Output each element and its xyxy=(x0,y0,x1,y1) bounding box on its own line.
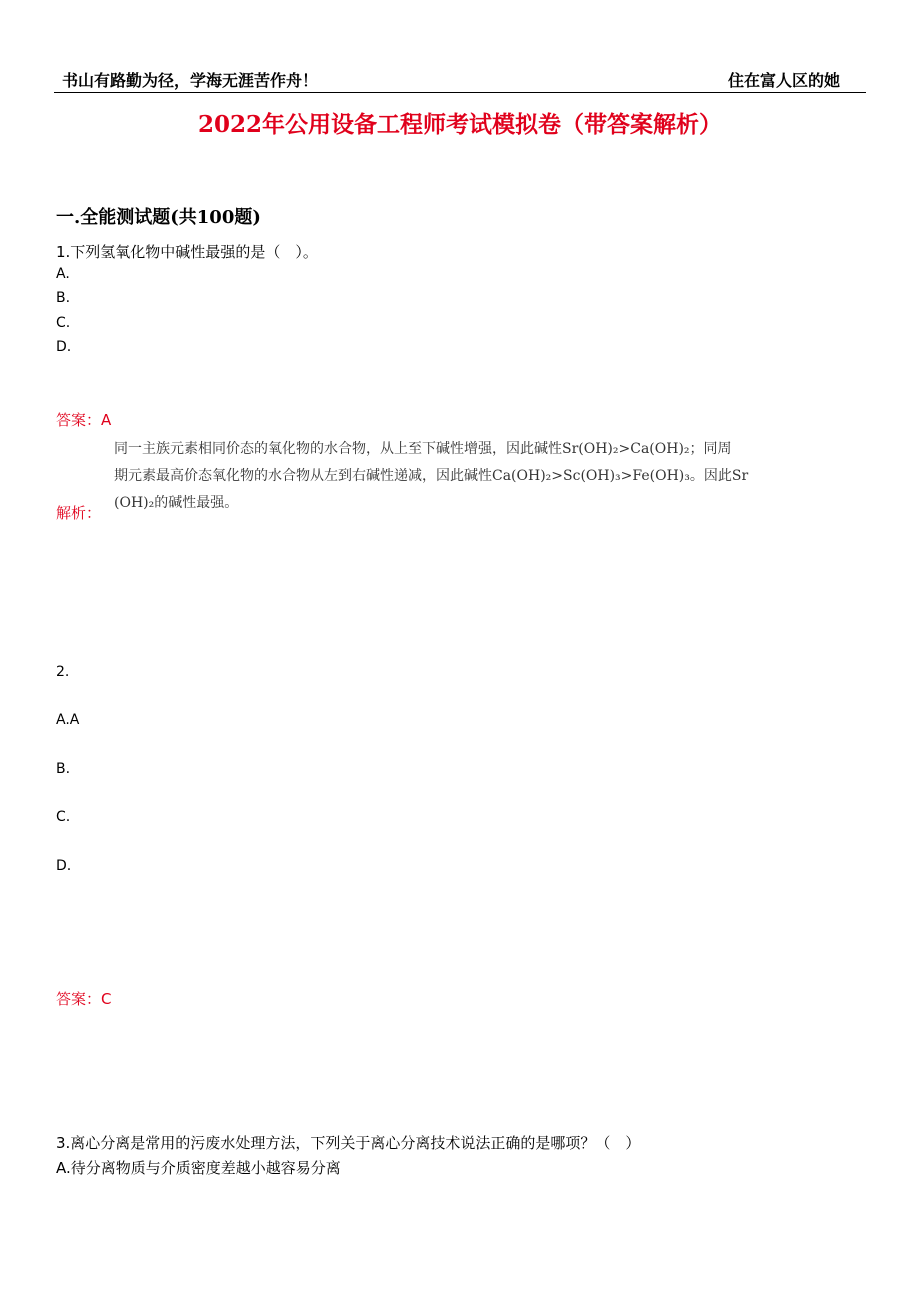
analysis-line-3: (OH)₂的碱性最强。 xyxy=(114,495,239,511)
option-d: D. xyxy=(56,339,72,355)
option-b: B. xyxy=(56,290,71,306)
section-title: 一.全能测试题(共100题) xyxy=(56,207,261,228)
analysis-line-2: 期元素最高价态氧化物的水合物从左到右碱性递减，因此碱性Ca(OH)₂>Sc(OH)₃>Fe(OH)₃。因此Sr xyxy=(114,468,749,484)
option-a: A. xyxy=(56,266,70,282)
question-stem: 2. xyxy=(56,664,70,680)
answer: 答案：A xyxy=(56,411,112,429)
option-a: A.A xyxy=(56,712,80,728)
header-right-motto: 住在富人区的她 xyxy=(727,71,840,90)
question-stem: 3.离心分离是常用的污废水处理方法，下列关于离心分离技术说法正确的是哪项？（ ） xyxy=(56,1134,641,1152)
option-c: C. xyxy=(56,315,71,331)
analysis-line-1: 同一主族元素相同价态的氧化物的水合物，从上至下碱性增强，因此碱性Sr(OH)₂>Ca(OH)₂；同周 xyxy=(114,441,732,457)
option-c: C. xyxy=(56,809,71,825)
option-b: B. xyxy=(56,761,71,777)
answer: 答案：C xyxy=(56,990,112,1008)
header-left-motto: 书山有路勤为径，学海无涯苦作舟！ xyxy=(62,71,319,90)
header-divider xyxy=(54,92,866,93)
question-stem: 1.下列氢氧化物中碱性最强的是（ ）。 xyxy=(56,243,318,261)
option-a: A.待分离物质与介质密度差越小越容易分离 xyxy=(56,1159,341,1177)
document-title: 2022年公用设备工程师考试模拟卷（带答案解析） xyxy=(197,111,722,138)
analysis-label: 解析： xyxy=(56,504,102,522)
option-d: D. xyxy=(56,858,72,874)
